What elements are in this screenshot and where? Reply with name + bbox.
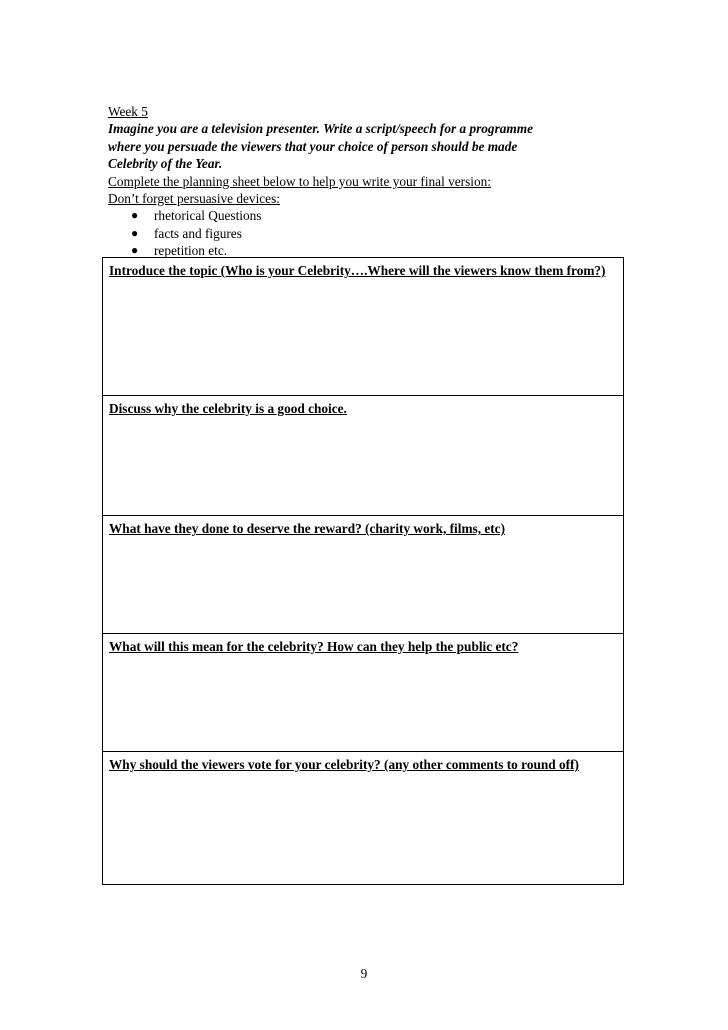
section-prompt: Why should the viewers vote for your celebrity? (any other comments to round off) [109,757,579,772]
page-number: 9 [360,966,368,981]
section-prompt: Introduce the topic (Who is your Celebrity….Where will the viewers know them from?) [109,263,606,278]
planning-section-vote[interactable] [103,751,623,884]
planning-section-intro[interactable] [103,258,623,395]
list-item: ● facts and figures [131,225,242,241]
list-item: ● rhetorical Questions [131,208,262,224]
bullet-icon: ● [131,208,139,223]
section-prompt: What will this mean for the celebrity? How can they help the public etc? [109,639,519,654]
devices-heading: Don’t forget persuasive devices: [108,191,280,207]
instructions [108,103,628,260]
section-prompt: What have they done to deserve the reward? (charity work, films, etc) [109,521,505,536]
bullet-icon: ● [131,225,139,240]
devices-list [108,207,628,259]
list-item: ● repetition etc. [131,243,228,259]
instruction-text: Complete the planning sheet below to help you write your final version: [108,173,491,189]
bullet-icon: ● [131,243,139,258]
task-line-1: Imagine you are a television presenter. Write a script/speech for a programme [108,121,533,137]
week-label: Week 5 [108,104,148,119]
planning-table [102,257,624,885]
planning-section-meaning[interactable] [103,633,623,751]
planning-section-why[interactable] [103,395,623,515]
planning-section-deeds[interactable] [103,515,623,633]
task-line-3: Celebrity of the Year. [108,156,223,172]
task-line-2: where you persuade the viewers that your choice of person should be made [108,138,518,154]
section-prompt: Discuss why the celebrity is a good choice. [109,401,347,416]
